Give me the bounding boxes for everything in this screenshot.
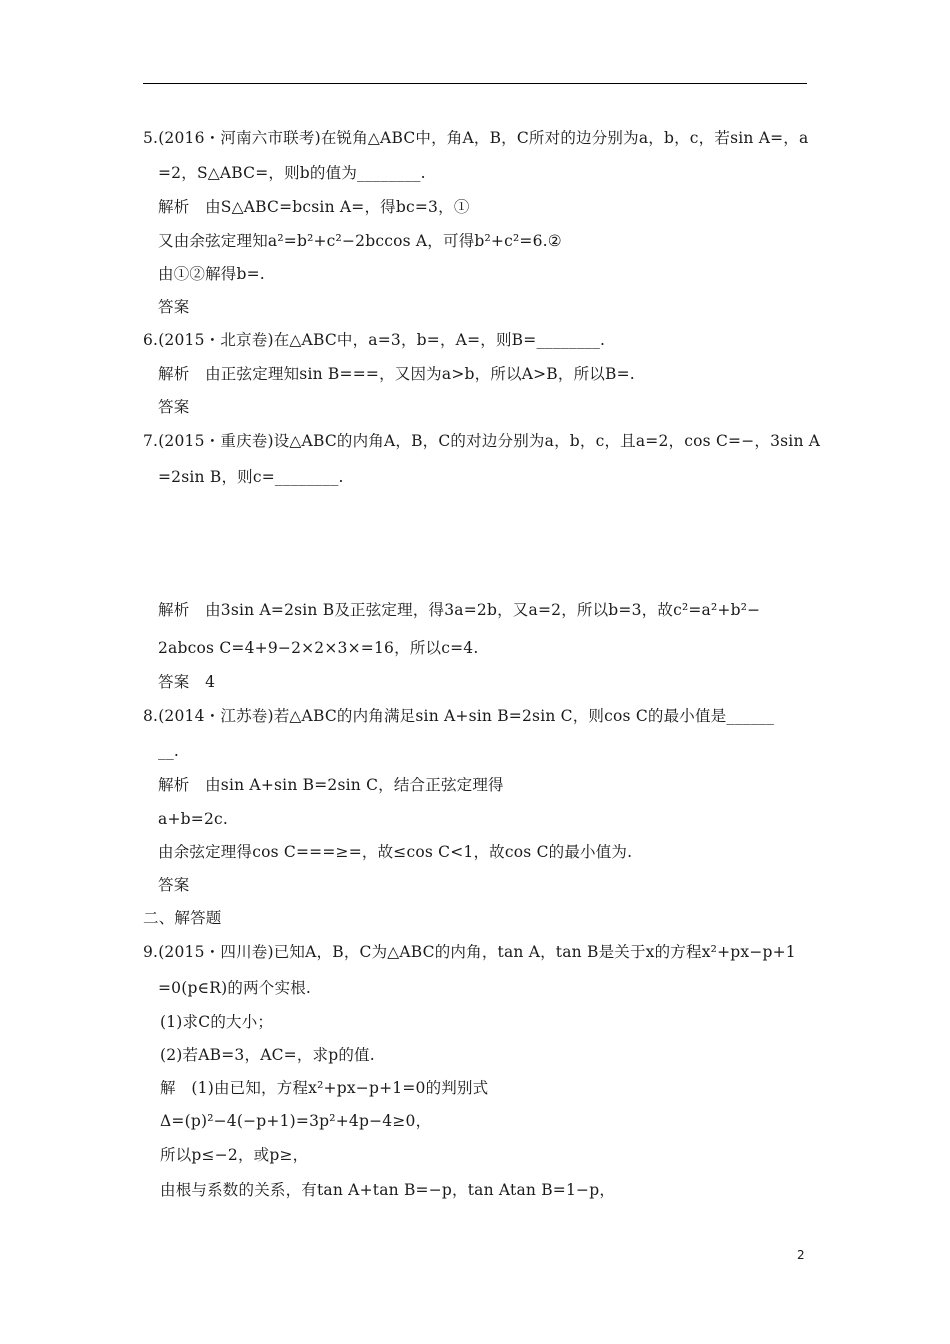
text-line: 由余弦定理得cos C===≥=，故≤cos C<1，故cos C的最小值为.	[158, 843, 633, 861]
header-rule	[143, 83, 807, 84]
text-line: =2，S△ABC=，则b的值为________.	[158, 164, 426, 182]
answer-label: 答案 4	[158, 673, 216, 691]
text-line: 解析 由正弦定理知sin B===，又因为a>b，所以A>B，所以B=.	[158, 365, 635, 383]
answer-label: 答案	[158, 298, 190, 316]
text-line: 解析 由3sin A=2sin B及正弦定理，得3a=2b，又a=2，所以b=3，故c²=a²+b²−	[158, 601, 761, 619]
answer-label: 答案	[158, 876, 190, 894]
text-line: __.	[158, 742, 180, 760]
text-line: 6.(2015・北京卷)在△ABC中，a=3，b=，A=，则B=________.	[143, 331, 606, 349]
text-line: 9.(2015・四川卷)已知A，B，C为△ABC的内角，tan A，tan B是关于x的方程x²+px−p+1	[143, 943, 796, 961]
text-line: =2sin B，则c=________.	[158, 468, 344, 486]
text-line: 2abcos C=4+9−2×2×3×=16，所以c=4.	[158, 639, 479, 657]
text-line: 又由余弦定理知a²=b²+c²−2bccos A，可得b²+c²=6.②	[158, 232, 562, 250]
text-line: a+b=2c.	[158, 810, 229, 828]
text-line: 5.(2016・河南六市联考)在锐角△ABC中，角A，B，C所对的边分别为a，b，c，若sin A=，a	[143, 129, 809, 147]
text-line: 7.(2015・重庆卷)设△ABC的内角A，B，C的对边分别为a，b，c，且a=2，cos C=−，3sin A	[143, 432, 821, 450]
text-line: 由根与系数的关系，有tan A+tan B=−p，tan Atan B=1−p，	[160, 1181, 616, 1199]
answer-label: 答案	[158, 398, 190, 416]
text-line: (2)若AB=3，AC=，求p的值.	[160, 1046, 375, 1064]
page-number: 2	[797, 1248, 805, 1262]
text-line: 8.(2014・江苏卷)若△ABC的内角满足sin A+sin B=2sin C，则cos C的最小值是______	[143, 707, 775, 725]
section-heading: 二、解答题	[143, 909, 222, 927]
text-line: 解 (1)由已知，方程x²+px−p+1=0的判别式	[160, 1079, 489, 1097]
text-line: 解析 由sin A+sin B=2sin C，结合正弦定理得	[158, 776, 504, 794]
text-line: 解析 由S△ABC=bcsin A=，得bc=3，①	[158, 198, 470, 216]
text-line: (1)求C的大小；	[160, 1013, 274, 1031]
text-line: Δ=(p)²−4(−p+1)=3p²+4p−4≥0，	[160, 1112, 432, 1130]
text-line: =0(p∈R)的两个实根.	[158, 979, 312, 997]
text-line: 所以p≤−2，或p≥，	[160, 1146, 309, 1164]
text-line: 由①②解得b=.	[158, 265, 265, 283]
